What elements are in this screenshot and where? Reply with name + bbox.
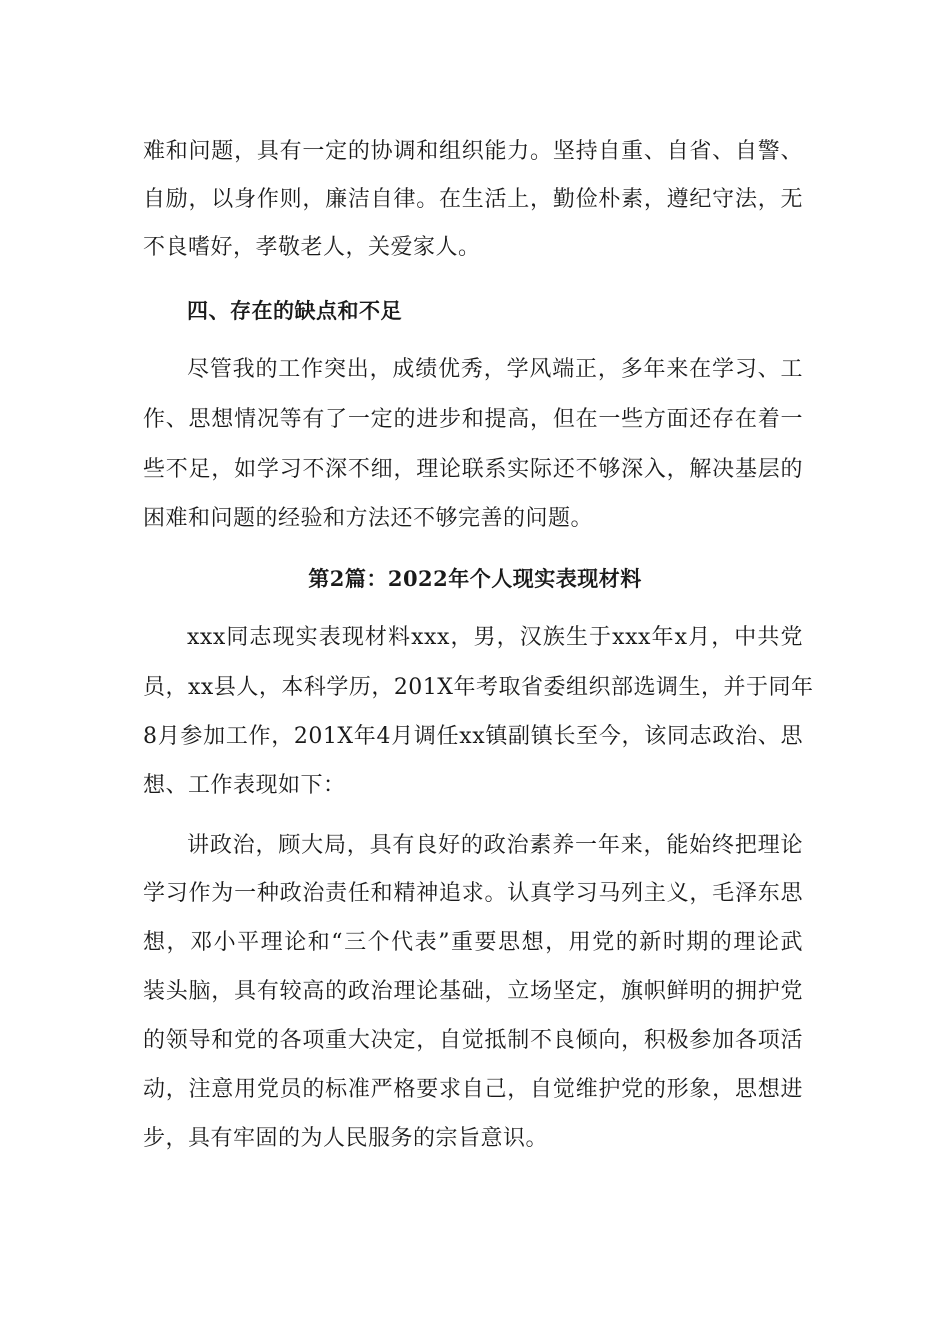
text-line: 装头脑，具有较高的政治理论基础，立场坚定，旗帜鲜明的拥护党 xyxy=(143,979,803,1004)
text-line: 员，xx县人，本科学历，201X年考取省委组织部选调生，并于同年 xyxy=(143,675,814,700)
text-line: 步，具有牢固的为人民服务的宗旨意识。 xyxy=(143,1126,549,1151)
text-line: 的领导和党的各项重大决定，自觉抵制不良倾向，积极参加各项活 xyxy=(143,1028,803,1053)
text-line: 尽管我的工作突出，成绩优秀，学风端正，多年来在学习、工 xyxy=(187,357,803,382)
text-line: 自励，以身作则，廉洁自律。在生活上，勤俭朴素，遵纪守法，无 xyxy=(143,187,803,212)
text-line: xxx同志现实表现材料xxx，男，汉族生于xxx年x月，中共党 xyxy=(187,625,803,650)
text-line: 8月参加工作，201X年4月调任xx镇副镇长至今，该同志政治、思 xyxy=(143,724,803,749)
text-line: 想，邓小平理论和“三个代表”重要思想，用党的新时期的理论武 xyxy=(143,930,803,955)
text-line: 学习作为一种政治责任和精神追求。认真学习马列主义，毛泽东思 xyxy=(143,881,803,906)
text-line: 不良嗜好，孝敬老人，关爱家人。 xyxy=(143,235,481,260)
article-title: 第2篇：2022年个人现实表现材料 xyxy=(308,566,642,591)
text-line: 想、工作表现如下： xyxy=(143,773,346,798)
text-line: 些不足，如学习不深不细，理论联系实际还不够深入，解决基层的 xyxy=(143,457,803,482)
section-heading: 四、存在的缺点和不足 xyxy=(187,298,402,323)
text-line: 作、思想情况等有了一定的进步和提高，但在一些方面还存在着一 xyxy=(143,407,803,432)
text-line: 动，注意用党员的标准严格要求自己，自觉维护党的形象，思想进 xyxy=(143,1077,803,1102)
text-line: 困难和问题的经验和方法还不够完善的问题。 xyxy=(143,506,594,531)
text-line: 难和问题，具有一定的协调和组织能力。坚持自重、自省、自警、 xyxy=(143,139,803,164)
text-line: 讲政治，顾大局，具有良好的政治素养一年来，能始终把理论 xyxy=(187,833,803,858)
